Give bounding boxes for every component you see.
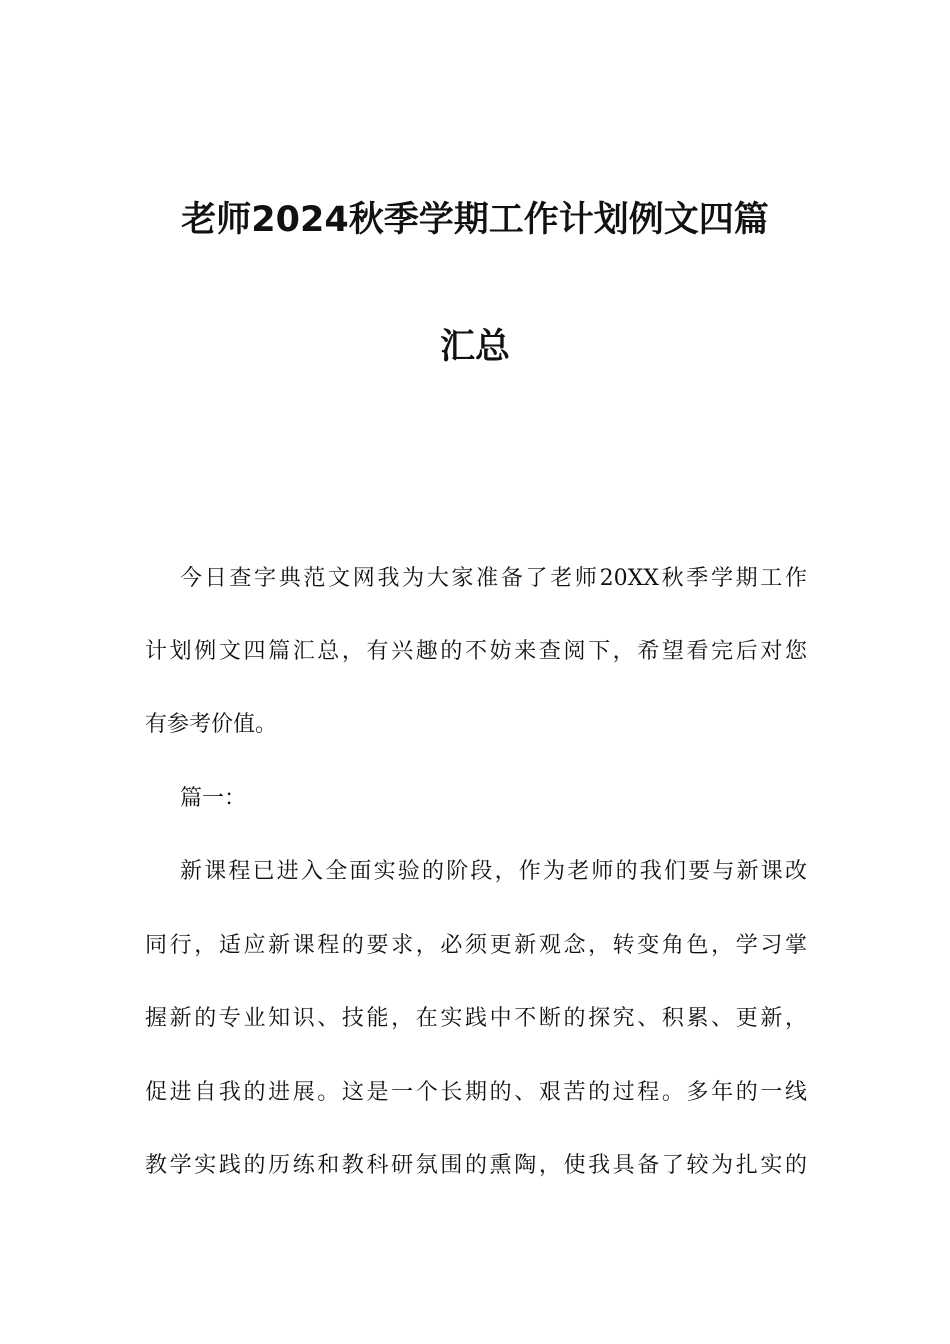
intro-line-1: 今日查字典范文网我为大家准备了老师20XX秋季学期工作 bbox=[180, 566, 807, 591]
paragraph-line-5: 教学实践的历练和教科研氛围的熏陶，使我具备了较为扎实的 bbox=[145, 1153, 807, 1178]
document-title-line-1: 老师2024秋季学期工作计划例文四篇 bbox=[181, 200, 769, 240]
paragraph-line-2: 同行，适应新课程的要求，必须更新观念，转变角色，学习掌 bbox=[145, 933, 807, 958]
intro-line-3: 有参考价值。 bbox=[145, 712, 278, 737]
paragraph-line-4: 促进自我的进展。这是一个长期的、艰苦的过程。多年的一线 bbox=[145, 1080, 807, 1105]
paragraph-line-3: 握新的专业知识、技能，在实践中不断的探究、积累、更新， bbox=[145, 1006, 807, 1031]
section-heading: 篇一： bbox=[180, 786, 247, 811]
intro-line-2: 计划例文四篇汇总，有兴趣的不妨来查阅下，希望看完后对您 bbox=[145, 639, 807, 664]
paragraph-line-1: 新课程已进入全面实验的阶段，作为老师的我们要与新课改 bbox=[180, 859, 807, 884]
document-title-line-2: 汇总 bbox=[439, 327, 510, 367]
